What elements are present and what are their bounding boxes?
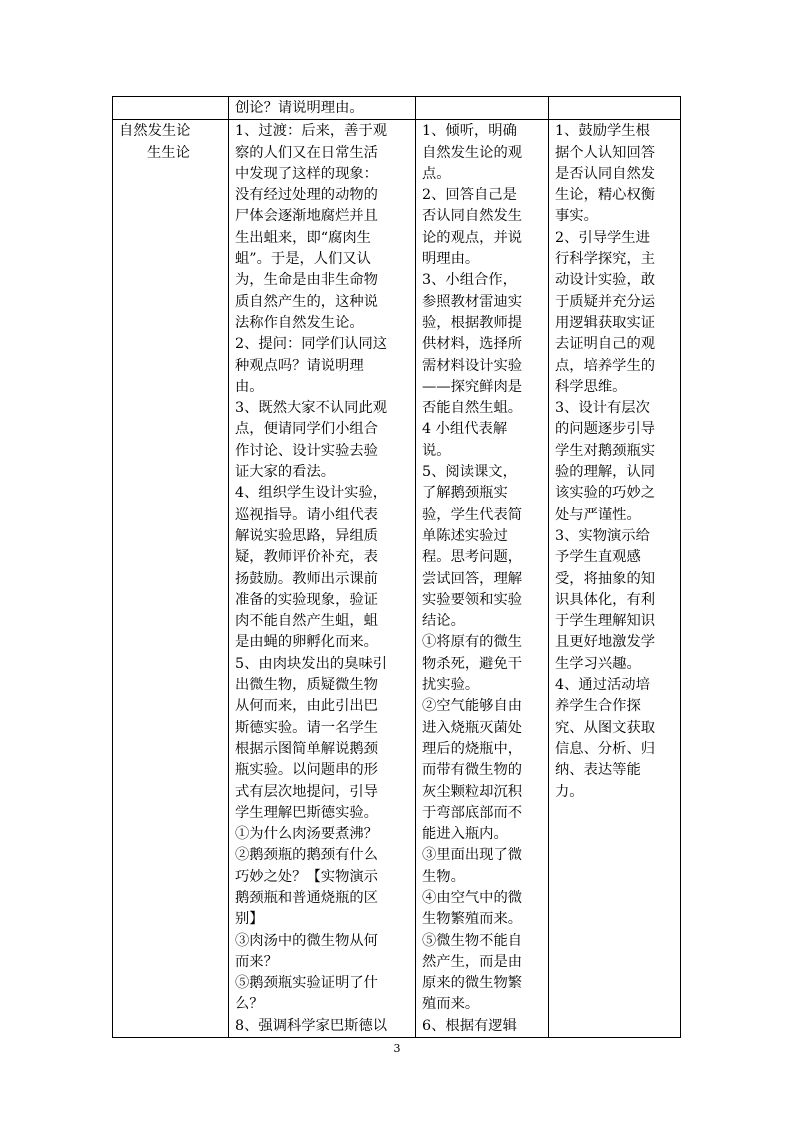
- text-line: 的问题逐步引导: [555, 421, 656, 438]
- text-line: 程。思考问题，: [422, 549, 523, 566]
- text-line: 疑，教师评价补充，表: [235, 549, 378, 566]
- text-line: 明理由。: [422, 251, 480, 268]
- text-line: 鹅颈瓶和普通烧瓶的区: [235, 889, 378, 906]
- text-line: 生出蛆来，即“腐肉生: [235, 229, 371, 246]
- text-line: ②空气能够自由: [422, 698, 523, 715]
- text-line: 物杀死，避免干: [422, 655, 523, 672]
- text-line: 于学生理解知识: [555, 613, 656, 630]
- text-line: 点。: [422, 165, 451, 182]
- text-line: 巧妙之处？【实物演示: [235, 868, 378, 885]
- text-line: 没有经过处理的动物的: [235, 187, 378, 204]
- text-line: 据个人认知回答: [555, 144, 656, 161]
- text-line: 6、根据有逻辑: [422, 1017, 517, 1034]
- text-line: 证大家的看法。: [235, 464, 336, 481]
- cont-student-cell: [416, 97, 549, 120]
- text-line: ——探究鲜肉是: [422, 378, 523, 395]
- text-line: 学生对鹅颈瓶实: [555, 442, 656, 459]
- text-line: 5、由肉块发出的臭味引: [235, 655, 388, 672]
- text-line: 行科学探究，主: [555, 251, 656, 268]
- cont-intent-cell: [549, 97, 681, 120]
- page-number: 3: [393, 1042, 401, 1055]
- text-line: ①将原有的微生: [422, 634, 523, 651]
- text-line: 3、既然大家不认同此观: [235, 400, 388, 417]
- text-line: 予学生直观感: [555, 549, 641, 566]
- text-line: 5、阅读课文，: [422, 464, 517, 481]
- text-line: 究、从图文获取: [555, 719, 656, 736]
- text-line: 质自然产生的，这种说: [235, 293, 378, 310]
- text-line: 验，根据教师提: [422, 314, 523, 331]
- text-line: 扰实验。: [422, 677, 480, 694]
- text-line: 单陈述实验过: [422, 527, 508, 544]
- text-line: 生学习兴趣。: [555, 655, 641, 672]
- main-row: [113, 120, 681, 1038]
- text-line: ①为什么肉汤要煮沸？: [235, 826, 378, 843]
- cont-teacher-text: 创论？请说明理由。: [235, 100, 364, 116]
- text-line: 作讨论、设计实验去验: [235, 442, 378, 459]
- text-line: 1、过渡：后来，善于观: [235, 123, 388, 140]
- text-line: 为，生命是由非生命物: [235, 272, 378, 289]
- text-line: 否认同自然发生: [422, 208, 523, 225]
- text-line: 从何而来，由此引出巴: [235, 698, 378, 715]
- text-line: 受，将抽象的知: [555, 570, 656, 587]
- text-line: 8、强调科学家巴斯德以: [235, 1017, 388, 1034]
- text-line: 说。: [422, 442, 451, 459]
- student-activity-cell: [416, 120, 549, 1038]
- text-line: 1、倾听，明确: [422, 123, 517, 140]
- text-line: 理后的烧瓶中，: [422, 740, 523, 757]
- text-line: 且更好地激发学: [555, 634, 656, 651]
- text-line: 否能自然生蛆。: [422, 400, 523, 417]
- text-line: 是由蝇的卵孵化而来。: [235, 634, 378, 651]
- text-line: 4、通过活动培: [555, 677, 650, 694]
- text-line: 解说实验思路，异组质: [235, 527, 378, 544]
- text-line: 验的理解，认同: [555, 464, 656, 481]
- text-line: 该实验的巧妙之: [555, 485, 656, 502]
- text-line: 动设计实验，敢: [555, 272, 656, 289]
- text-line: 3、小组合作，: [422, 272, 517, 289]
- text-line: 别】: [235, 911, 264, 928]
- stage-subtitle: 生生论: [147, 144, 190, 161]
- text-line: 2、回答自己是: [422, 187, 517, 204]
- text-line: 用逻辑获取实证: [555, 314, 656, 331]
- text-line: 察的人们又在日常生活: [235, 144, 378, 161]
- text-line: 生论，精心权衡: [555, 187, 656, 204]
- text-line: 能进入瓶内。: [422, 826, 508, 843]
- design-intent-cell: [549, 120, 681, 1038]
- text-line: 准备的实验现象，验证: [235, 591, 378, 608]
- text-line: 灰尘颗粒却沉积: [422, 783, 523, 800]
- text-line: 学生理解巴斯德实验。: [235, 804, 378, 821]
- text-line: 是否认同自然发: [555, 165, 656, 182]
- text-line: 2、引导学生进: [555, 229, 650, 246]
- text-line: 供材料，选择所: [422, 336, 523, 353]
- text-line: 于弯部底部而不: [422, 804, 523, 821]
- text-line: 实验要领和实验: [422, 591, 523, 608]
- text-line: 4、组织学生设计实验，: [235, 485, 388, 502]
- text-line: 自然发生论的观: [422, 144, 523, 161]
- text-line: 然产生，而是由: [422, 953, 523, 970]
- text-line: 出微生物，质疑微生物: [235, 677, 378, 694]
- stage-title: 自然发生论: [119, 123, 191, 140]
- text-line: 瓶实验。以问题串的形: [235, 762, 378, 779]
- text-line: ⑤鹅颈瓶实验证明了什: [235, 975, 378, 992]
- text-line: 生物。: [422, 868, 465, 885]
- text-line: 法称作自然发生论。: [235, 314, 364, 331]
- text-line: 纳、表达等能: [555, 762, 641, 779]
- text-line: 而来？: [235, 953, 278, 970]
- text-line: 了解鹅颈瓶实: [422, 485, 508, 502]
- text-line: 去证明自己的观: [555, 336, 656, 353]
- text-line: 力。: [555, 783, 584, 800]
- text-line: 原来的微生物繁: [422, 975, 523, 992]
- lesson-plan-table: [112, 96, 681, 1038]
- text-line: 论的观点，并说: [422, 229, 523, 246]
- text-line: 进入烧瓶灭菌处: [422, 719, 523, 736]
- text-line: 点，便请同学们小组合: [235, 421, 378, 438]
- text-line: 扬鼓励。教师出示课前: [235, 570, 378, 587]
- text-line: 2、提问：同学们认同这: [235, 336, 388, 353]
- text-line: 4 小组代表解: [422, 421, 508, 438]
- text-line: 肉不能自然产生蛆，蛆: [235, 613, 378, 630]
- text-line: 参照教材雷迪实: [422, 293, 523, 310]
- text-line: 3、设计有层次: [555, 400, 650, 417]
- teacher-activity-cell: [229, 120, 416, 1038]
- text-line: 科学思维。: [555, 378, 627, 395]
- text-line: ③肉汤中的微生物从何: [235, 932, 378, 949]
- text-line: 种观点吗？请说明理: [235, 357, 364, 374]
- text-line: 验，学生代表简: [422, 506, 523, 523]
- text-line: 需材料设计实验: [422, 357, 523, 374]
- text-line: 么？: [235, 996, 264, 1013]
- text-line: 生物繁殖而来。: [422, 911, 523, 928]
- text-line: 点，培养学生的: [555, 357, 656, 374]
- text-line: 殖而来。: [422, 996, 480, 1013]
- text-line: 于质疑并充分运: [555, 293, 656, 310]
- text-line: 结论。: [422, 613, 465, 630]
- text-line: 尝试回答，理解: [422, 570, 523, 587]
- text-line: 巡视指导。请小组代表: [235, 506, 378, 523]
- text-line: 式有层次地提问，引导: [235, 783, 378, 800]
- text-line: 3、实物演示给: [555, 527, 650, 544]
- text-line: 事实。: [555, 208, 598, 225]
- text-line: ②鹅颈瓶的鹅颈有什么: [235, 847, 378, 864]
- text-line: 识具体化，有利: [555, 591, 656, 608]
- text-line: 蛆”。于是，人们又认: [235, 251, 371, 268]
- text-line: 斯德实验。请一名学生: [235, 719, 378, 736]
- continued-row: [113, 97, 681, 120]
- text-line: 而带有微生物的: [422, 762, 523, 779]
- text-line: 处与严谨性。: [555, 506, 641, 523]
- text-line: 信息、分析、归: [555, 740, 656, 757]
- text-line: 1、鼓励学生根: [555, 123, 650, 140]
- text-line: 由。: [235, 378, 264, 395]
- text-line: 养学生合作探: [555, 698, 641, 715]
- stage-cell: [113, 120, 229, 1038]
- text-line: 尸体会逐渐地腐烂并且: [235, 208, 378, 225]
- text-line: ④由空气中的微: [422, 889, 523, 906]
- text-line: 中发现了这样的现象：: [235, 165, 378, 182]
- cont-teacher-cell: [229, 97, 416, 120]
- text-line: 根据示图简单解说鹅颈: [235, 740, 378, 757]
- text-line: ⑤微生物不能自: [422, 932, 523, 949]
- text-line: ③里面出现了微: [422, 847, 523, 864]
- cont-stage-cell: [113, 97, 229, 120]
